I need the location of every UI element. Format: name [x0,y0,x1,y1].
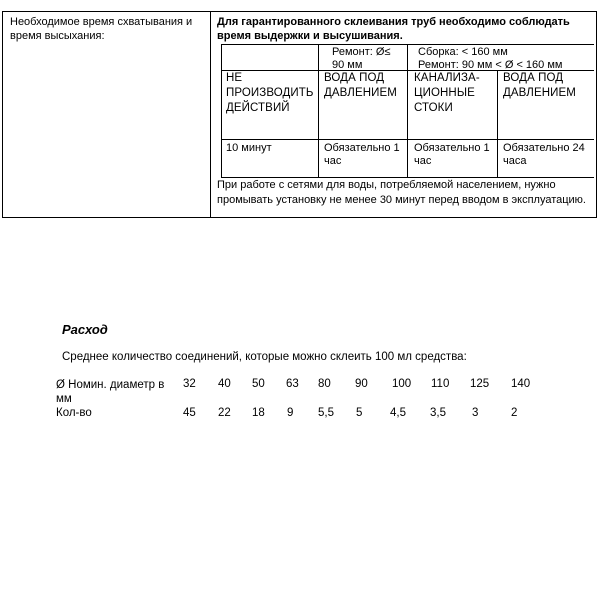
quantity-label: Кол-во [56,407,92,419]
quantity-value: 3 [472,407,479,419]
col2-value: Обязательно 1 час [324,142,400,167]
diameter-value: 50 [252,378,265,390]
diameter-value: 90 [355,378,368,390]
col3-value: Обязательно 1 час [414,142,490,167]
grid-line [318,45,319,177]
diameter-label: Ø Номин. диаметр в мм [56,379,165,405]
quantity-value: 5,5 [318,407,334,419]
quantity-value: 4,5 [390,407,406,419]
table-heading: Для гарантированного склеивания труб необходимо соблюдать время выдержки и высушивания. [217,16,570,42]
col4-value: Обязательно 24 часа [503,142,585,167]
repair-header: Ремонт: Ø≤ 90 мм [332,46,391,71]
diameter-value: 32 [183,378,196,390]
times-grid [221,44,594,178]
col3-title: КАНАЛИЗА-ЦИОННЫЕ СТОКИ [414,72,480,114]
col1-title: НЕ ПРОИЗВОДИТЬ ДЕЙСТВИЙ [226,72,314,114]
quantity-value: 2 [511,407,518,419]
setting-time-table [2,11,597,218]
col4-title: ВОДА ПОД ДАВЛЕНИЕМ [503,72,576,99]
quantity-value: 9 [287,407,294,419]
diameter-value: 140 [511,378,531,390]
quantity-value: 18 [252,407,265,419]
diameter-value: 110 [431,378,450,390]
table-divider [210,12,211,217]
quantity-value: 22 [218,407,231,419]
flushing-note: При работе с сетями для воды, потребляемой населением, нужно промывать установку не менее 30 минут перед вводом в эксплуатацию. [217,179,586,206]
assembly-header-line1: Сборка: < 160 мм [418,46,508,58]
consumption-description: Среднее количество соединений, которые можно склеить 100 мл средства: [62,351,467,363]
grid-line [222,139,594,140]
diameter-value: 80 [318,378,331,390]
col1-value: 10 минут [226,142,272,154]
table-right-column [217,12,592,206]
quantity-value: 45 [183,407,196,419]
consumption-title: Расход [62,322,108,337]
col2-title: ВОДА ПОД ДАВЛЕНИЕМ [324,72,397,99]
assembly-header-line2: Ремонт: 90 мм < Ø < 160 мм [418,59,563,71]
diameter-value: 63 [286,378,299,390]
setting-time-label: Необходимое время схватывания и время высыхания: [10,16,193,42]
grid-line [407,45,408,177]
grid-line [497,70,498,177]
quantity-value: 3,5 [430,407,446,419]
quantity-value: 5 [356,407,363,419]
diameter-value: 40 [218,378,231,390]
diameter-value: 125 [470,378,490,390]
diameter-value: 100 [392,378,412,390]
